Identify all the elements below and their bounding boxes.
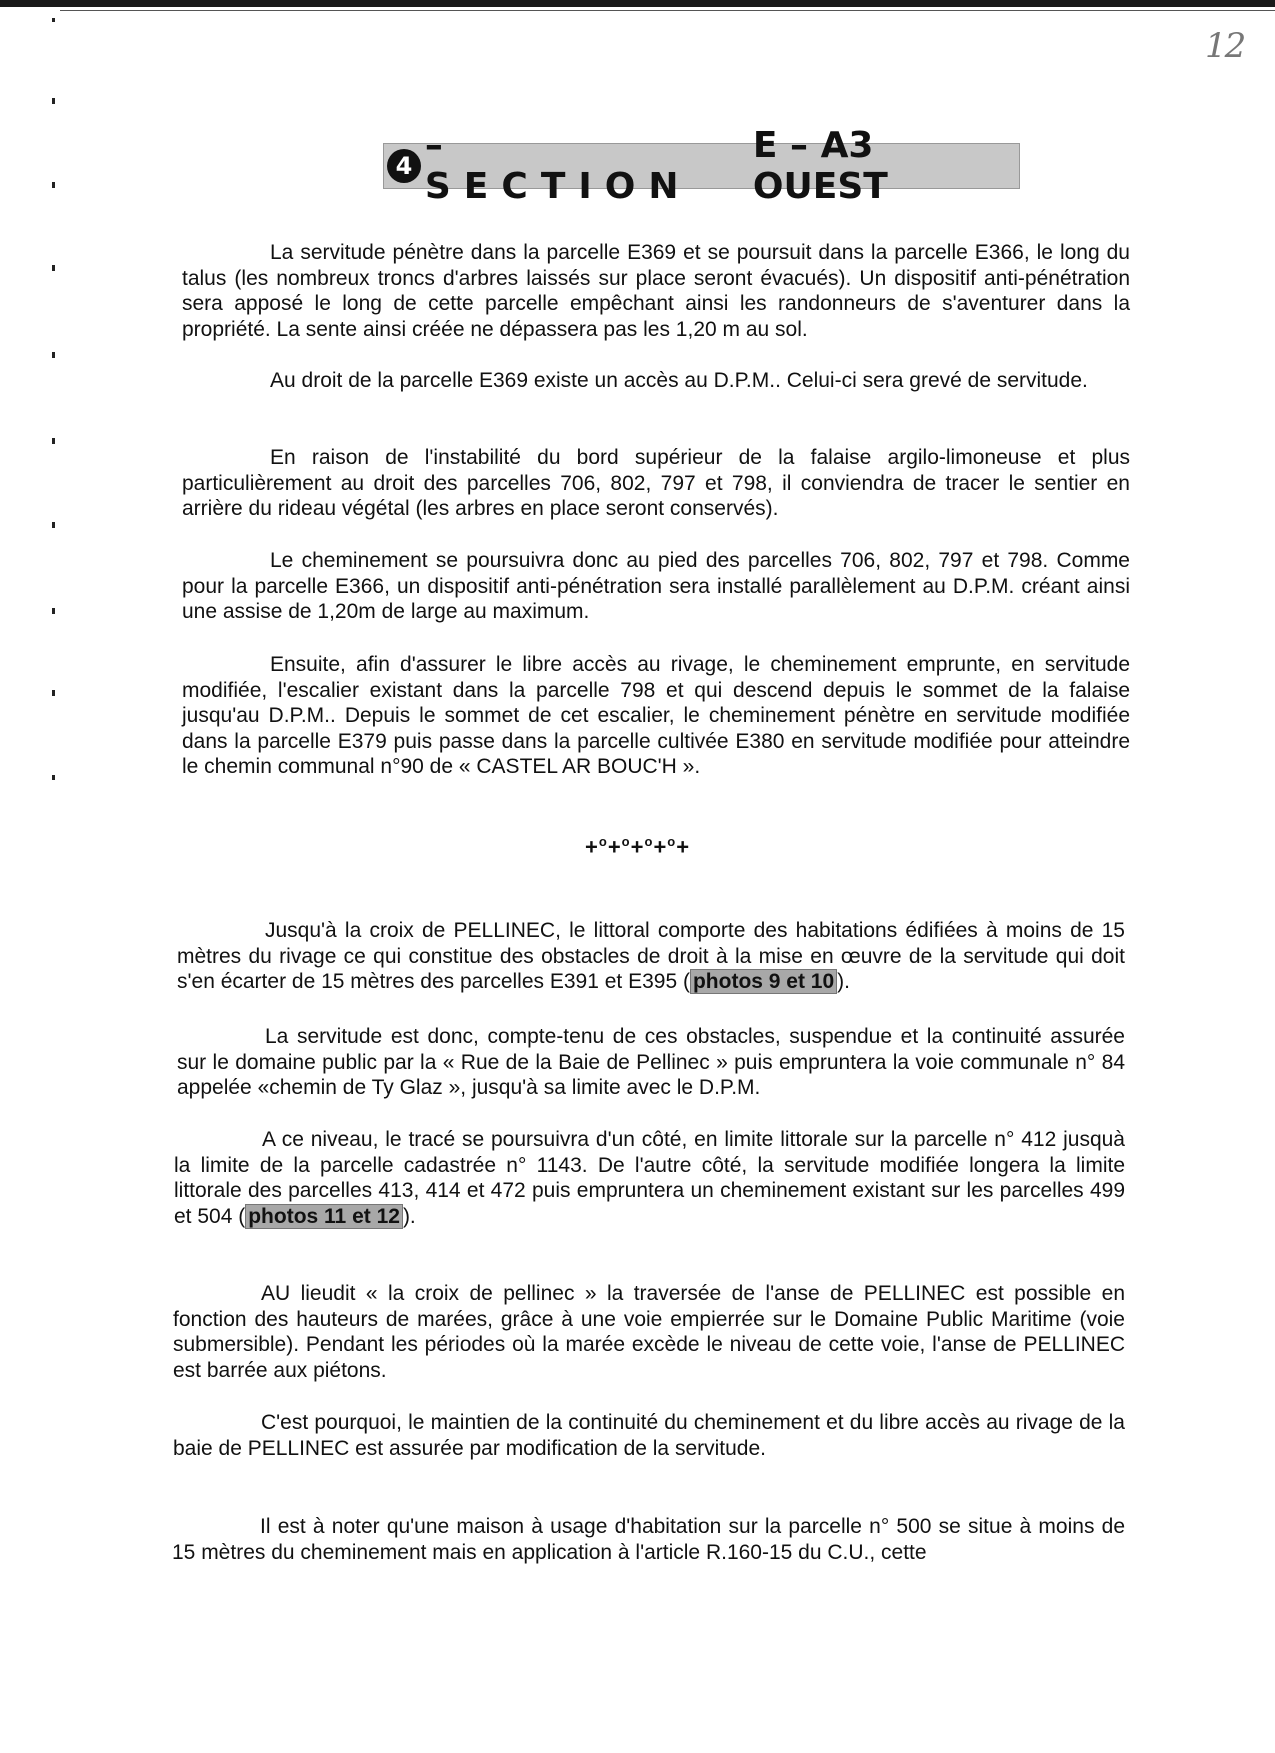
separator-ornament: +$^o$+$^o$+$^o$+$^o$+ [585,834,691,860]
paragraph-11: Il est à noter qu'une maison à usage d'habitation sur la parcelle n° 500 se situe à moins de 15 mètres du cheminement mais en application à l'article R.160-15 du C.U., cette [172,1515,1125,1564]
photo-reference-11-12: photos 11 et 12 [245,1204,403,1229]
photo-reference-9-10: photos 9 et 10 [690,969,837,994]
paragraph-7: La servitude est donc, compte-tenu de ces obstacles, suspendue et la continuité assurée sur le domaine public par la « Rue de la Baie de Pellinec » puis empruntera la voie communale n° 84 appelée «chemin de Ty Glaz », jusqu'à sa limite avec le D.P.M. [177,1025,1125,1099]
scan-top-border [0,0,1275,7]
section-title [383,125,1020,207]
paragraph-5: Ensuite, afin d'assurer le libre accès au rivage, le cheminement emprunte, en servitude modifiée, l'escalier existant dans la parcelle 798 et qui descend depuis le sommet de la falaise jusqu'au D.P.M.. Depuis le sommet de cet escalier, le cheminement pénètre en servitude modifiée dans la parcelle E379 puis passe dans la parcelle cultivée E380 en servitude modifiée pour atteindre le chemin communal n°90 de « CASTEL AR BOUC'H ». [182,653,1130,778]
paragraph-8: A ce niveau, le tracé se poursuivra d'un côté, en limite littorale sur la parcelle n° 412 jusquà la limite de la parcelle cadastrée n° 1143. De l'autre côté, la servitude modifiée longera la limite littorale des parcelles 413, 414 et 472 puis empruntera un cheminement existant sur les parcelles 499 et 504 ( photos 11 et 12 ). [174,1128,1125,1228]
scan-top-line [60,10,1275,11]
paragraph-1: La servitude pénètre dans la parcelle E369 et se poursuit dans la parcelle E366, le long du talus (les nombreux troncs d'arbres laissés sur place seront évacués). Un dispositif anti-pénétration sera apposé le long de cette parcelle empêchant ainsi les randonneurs de s'aventurer dans la propriété. La sente ainsi créée ne dépassera pas les 1,20 m au sol. [182,241,1130,341]
margin-marks [52,0,62,1753]
paragraph-2: Au droit de la parcelle E369 existe un accès au D.P.M.. Celui-ci sera grevé de servitude. [270,369,1088,392]
section-title-part1: – SECTION [424,125,692,207]
paragraph-3: En raison de l'instabilité du bord supérieur de la falaise argilo-limoneuse et plus particulièrement au droit des parcelles 706, 802, 797 et 798, il conviendra de tracer le sentier en arrière du rideau végétal (les arbres en place seront conservés). [182,446,1130,520]
section-title-part2: E – A3 OUEST [752,125,888,207]
section-number-badge: 4 [387,149,421,183]
paragraph-10: C'est pourquoi, le maintien de la continuité du cheminement et du libre accès au rivage de la baie de PELLINEC est assurée par modification de la servitude. [173,1411,1125,1460]
page-number: 12 [1205,26,1245,66]
paragraph-9: AU lieudit « la croix de pellinec » la traversée de l'anse de PELLINEC est possible en fonction des hauteurs de marées, grâce à une voie empierrée sur le Domaine Public Maritime (voie submersible). Pendant les périodes où la marée excède le niveau de cette voie, l'anse de PELLINEC est barrée aux piétons. [173,1282,1125,1382]
paragraph-6: Jusqu'à la croix de PELLINEC, le littoral comporte des habitations édifiées à moins de 15 mètres du rivage ce qui constitue des obstacles de droit à la mise en œuvre de la servitude qui doit s'en écarter de 15 mètres des parcelles E391 et E395 ( photos 9 et 10 ). [177,919,1125,993]
paragraph-4: Le cheminement se poursuivra donc au pied des parcelles 706, 802, 797 et 798. Comme pour la parcelle E366, un dispositif anti-pénétration sera installé parallèlement au D.P.M. créant ainsi une assise de 1,20m de large au maximum. [182,549,1130,623]
